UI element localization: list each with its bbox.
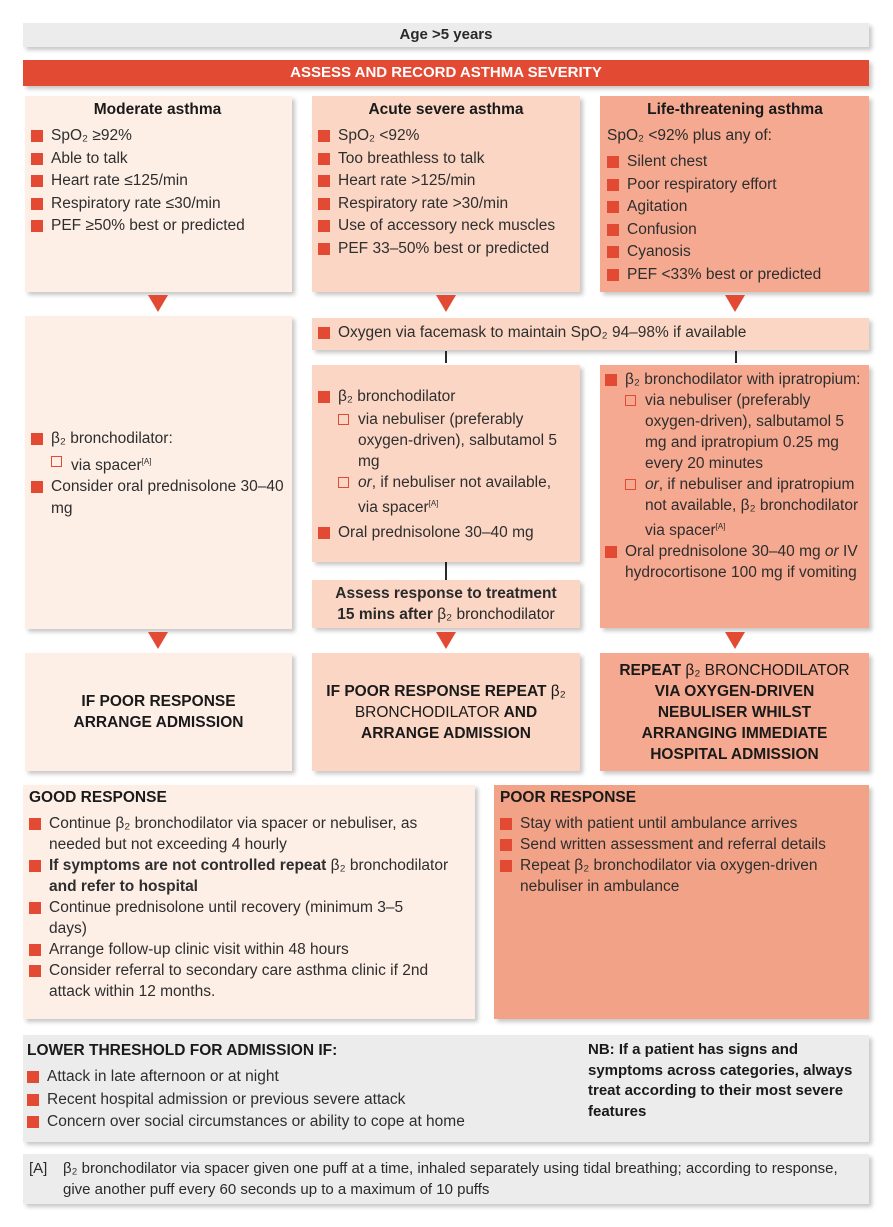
life-sub-list <box>625 390 865 541</box>
list-item: Continue β₂ bronchodilator via spacer or nebuliser, as needed but not exceeding 4 hourly <box>29 813 467 855</box>
moderate-title: Moderate asthma <box>93 101 222 118</box>
connector-line <box>735 351 737 363</box>
assess-response-line2: 15 mins after β₂ bronchodilator <box>337 606 555 623</box>
arrow-down-icon <box>725 295 745 312</box>
moderate-outcome-text: IF POOR RESPONSE ARRANGE ADMISSION <box>73 693 244 731</box>
arrow-down-icon <box>148 295 168 312</box>
oxygen-box <box>312 318 869 350</box>
list-item: Heart rate >125/min <box>318 170 574 193</box>
assess-bar <box>23 60 869 86</box>
list-item: Recent hospital admission or previous severe attack <box>27 1089 567 1112</box>
assess-response-box <box>312 580 580 628</box>
poor-response-box <box>494 785 869 1019</box>
threshold-list <box>27 1066 567 1134</box>
age-label: Age >5 years <box>399 26 493 43</box>
list-item: Respiratory rate ≤30/min <box>31 193 284 216</box>
list-item: via nebuliser (preferably oxygen-driven), salbutamol 5 mg and ipratropium 0.25 mg every 20 minutes <box>625 390 865 474</box>
arrow-down-icon <box>436 295 456 312</box>
list-item: via nebuliser (preferably oxygen-driven), salbutamol 5 mg <box>338 409 574 472</box>
acute-criteria-box <box>312 96 580 292</box>
footnote-ref: [A] <box>428 498 439 508</box>
threshold-title: LOWER THRESHOLD FOR ADMISSION IF: <box>27 1042 338 1059</box>
list-item: Oral prednisolone 30–40 mg <box>318 522 574 545</box>
footnote-label: [A] <box>29 1160 48 1177</box>
list-item: PEF 33–50% best or predicted <box>318 238 574 261</box>
list-item: Silent chest <box>607 151 863 174</box>
arrow-down-icon <box>436 632 456 649</box>
list-item: Send written assessment and referral details <box>500 834 861 855</box>
list-item: Arrange follow-up clinic visit within 48 hours <box>29 939 467 960</box>
connector-line <box>445 351 447 363</box>
life-criteria-list <box>607 151 863 287</box>
list-item: Too breathless to talk <box>318 148 574 171</box>
good-response-box <box>23 785 475 1019</box>
list-item: PEF <33% best or predicted <box>607 264 863 287</box>
arrow-down-icon <box>725 632 745 649</box>
list-item: SpO₂ ≥92% <box>31 125 284 148</box>
list-item: Repeat β₂ bronchodilator via oxygen-driven nebuliser in ambulance <box>500 855 861 897</box>
acute-sub-list <box>338 409 574 518</box>
moderate-outcome-box <box>25 653 292 771</box>
list-item: via spacer[A] <box>51 451 286 476</box>
list-item: Confusion <box>607 219 863 242</box>
footnote-ref: [A] <box>141 456 152 466</box>
acute-title: Acute severe asthma <box>368 101 524 118</box>
list-item: If symptoms are not controlled repeat β₂ bronchodilator and refer to hospital <box>29 855 467 897</box>
assess-response-line1: Assess response to treatment <box>335 585 557 602</box>
footnote-box <box>23 1154 869 1204</box>
list-item: or, if nebuliser not available, via spacer[A] <box>338 472 574 518</box>
list-item: Use of accessory neck muscles <box>318 215 574 238</box>
list-item: or, if nebuliser and ipratropium not available, β₂ bronchodilator via spacer[A] <box>625 474 865 541</box>
life-treatment-list <box>605 369 865 583</box>
age-bar <box>23 23 869 47</box>
list-item: Continue prednisolone until recovery (minimum 3–5 days) <box>29 897 467 939</box>
list-item: Agitation <box>607 196 863 219</box>
list-item: Poor respiratory effort <box>607 174 863 197</box>
list-item: Respiratory rate >30/min <box>318 193 574 216</box>
list-item: PEF ≥50% best or predicted <box>31 215 284 238</box>
list-item: Consider oral prednisolone 30–40 mg <box>31 476 286 521</box>
acute-outcome-box: IF POOR RESPONSE REPEAT β₂ BRONCHODILATOR AND ARRANGE ADMISSION <box>312 653 580 771</box>
moderate-treatment-box <box>25 316 292 629</box>
list-item: β₂ bronchodilator: via spacer[A] <box>31 428 286 476</box>
list-item: Attack in late afternoon or at night <box>27 1066 567 1089</box>
life-criteria-box <box>600 96 869 292</box>
life-intro: SpO₂ <92% plus any of: <box>607 127 772 144</box>
arrow-down-icon <box>148 632 168 649</box>
footnote-text: β₂ bronchodilator via spacer given one puff at a time, inhaled separately using tidal breathing; according to response, give another puff every 60 seconds up to a maximum of 10 puffs <box>63 1160 838 1198</box>
good-response-list <box>29 813 467 1002</box>
list-item: Heart rate ≤125/min <box>31 170 284 193</box>
moderate-sub-list <box>51 451 286 476</box>
connector-line <box>445 562 447 580</box>
list-item: β₂ bronchodilator via nebuliser (preferably oxygen-driven), salbutamol 5 mg or, if nebuliser not available, via spacer[A] <box>318 386 574 518</box>
life-title: Life-threatening asthma <box>647 101 823 118</box>
good-response-title: GOOD RESPONSE <box>29 789 167 806</box>
footnote-ref: [A] <box>715 522 726 531</box>
poor-response-list <box>500 813 861 897</box>
life-outcome-box: REPEAT β₂ BRONCHODILATOR VIA OXYGEN-DRIVEN NEBULISER WHILST ARRANGING IMMEDIATE HOSPITAL ADMISSION <box>600 653 869 771</box>
list-item: Stay with patient until ambulance arrives <box>500 813 861 834</box>
moderate-criteria-box <box>25 96 292 292</box>
life-treatment-box <box>600 365 869 628</box>
moderate-treatment-list <box>31 428 286 521</box>
poor-response-title: POOR RESPONSE <box>500 789 637 806</box>
assess-label: ASSESS AND RECORD ASTHMA SEVERITY <box>290 64 602 81</box>
oxygen-text: Oxygen via facemask to maintain SpO₂ 94–98% if available <box>318 322 863 345</box>
list-item: Able to talk <box>31 148 284 171</box>
moderate-criteria-list <box>31 125 284 238</box>
threshold-box <box>23 1035 869 1142</box>
list-item: β₂ bronchodilator with ipratropium: via nebuliser (preferably oxygen-driven), salbutamol 5 mg and ipratropium 0.25 mg every 20 minutes or, if nebuliser and ipratropium not available, β₂ bronchodilator via spacer[A] <box>605 369 865 541</box>
list-item: Consider referral to secondary care asthma clinic if 2nd attack within 12 months. <box>29 960 467 1002</box>
acute-treatment-box <box>312 365 580 562</box>
acute-criteria-list <box>318 125 574 261</box>
list-item: Cyanosis <box>607 241 863 264</box>
nb-note: NB: If a patient has signs and symptoms across categories, always treat according to their most severe features <box>588 1041 853 1120</box>
list-item: Oral prednisolone 30–40 mg or IV hydrocortisone 100 mg if vomiting <box>605 541 865 583</box>
acute-treatment-list <box>318 386 574 544</box>
oxygen-list <box>318 322 863 345</box>
list-item: SpO₂ <92% <box>318 125 574 148</box>
list-item: Concern over social circumstances or ability to cope at home <box>27 1111 567 1134</box>
